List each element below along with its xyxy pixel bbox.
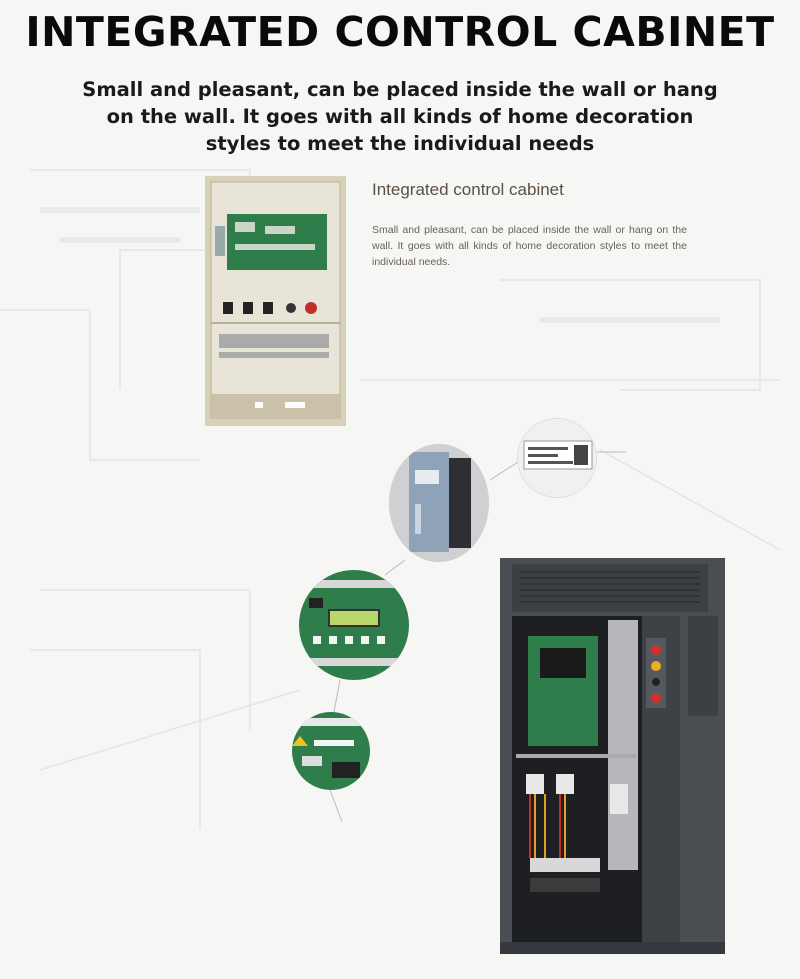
small-control-cabinet-image (205, 176, 346, 426)
circuit-detail-image (292, 712, 370, 790)
large-control-cabinet-image (500, 558, 725, 954)
subtitle-line-2: on the wall. It goes with all kinds of home decoration (106, 105, 694, 128)
subtitle-line-3: styles to meet the individual needs (205, 132, 595, 155)
callout-circuit-detail (292, 712, 370, 790)
info-description: Small and pleasant, can be placed inside the wall or hang on the wall. It goes with all kinds of home decoration styles to meet the individual needs. (372, 224, 687, 268)
inverter-image (389, 444, 489, 562)
callout-nameplate (517, 418, 597, 498)
info-title: Integrated control cabinet (372, 180, 564, 199)
callout-inverter (389, 444, 489, 562)
control-board-image (299, 570, 409, 680)
callout-control-board (299, 570, 409, 680)
nameplate-image (518, 419, 596, 497)
page-subtitle (80, 76, 720, 157)
subtitle-line-1: Small and pleasant, can be placed inside the wall or hang (82, 78, 718, 101)
page-title: INTEGRATED CONTROL CABINET (25, 8, 775, 56)
